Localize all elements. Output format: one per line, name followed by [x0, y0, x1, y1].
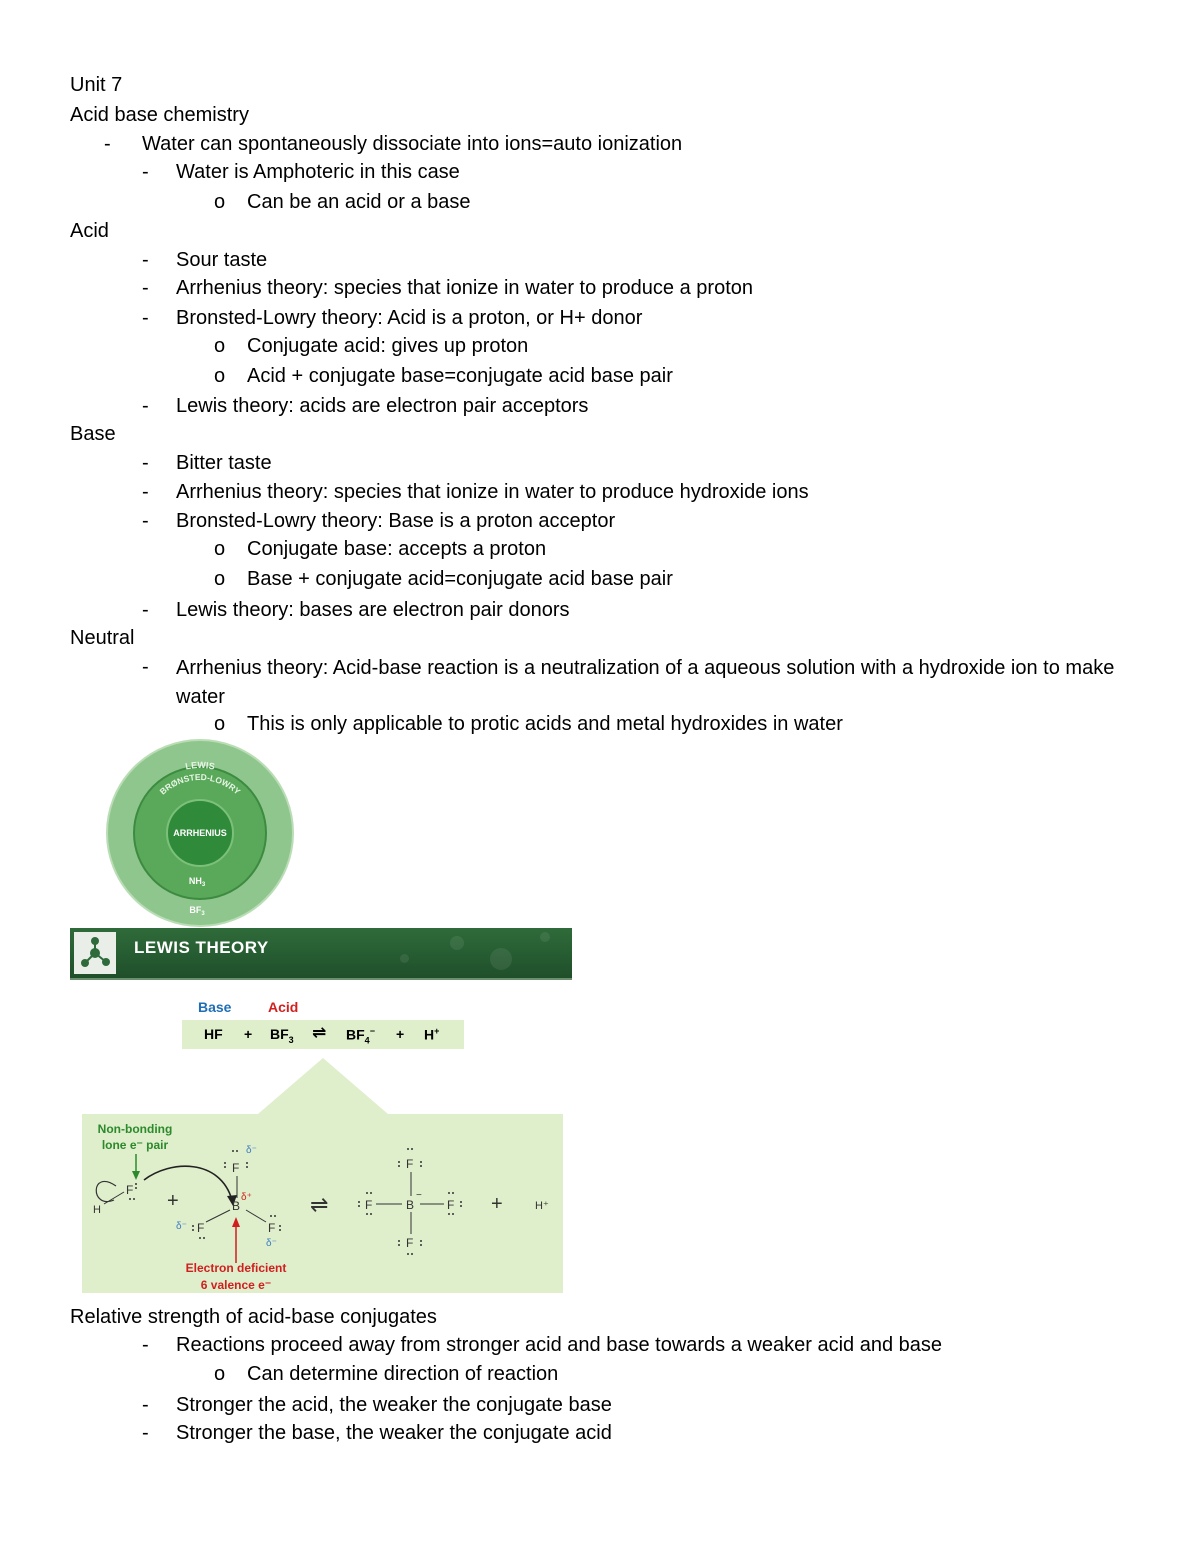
dash-marker: -	[142, 481, 149, 503]
equilibrium-arrow: ⇌	[310, 1192, 329, 1217]
lewis-theory-banner	[70, 928, 572, 980]
section-heading-acid: Acid	[70, 220, 109, 242]
bullet-text: Arrhenius theory: Acid-base reaction is a neutralization of a aqueous solution with a hydroxide ion to make water	[176, 657, 1115, 708]
dash-marker: -	[142, 1422, 149, 1444]
bullet-text: Bitter taste	[176, 452, 272, 474]
bullet-text: Conjugate base: accepts a proton	[247, 538, 547, 560]
dash-marker: -	[142, 277, 149, 299]
section-heading-acid-base-chemistry: Acid base chemistry	[70, 104, 249, 126]
bf4-formula: $BF_4^-$	[346, 1026, 375, 1046]
h-plus-ion: H⁺	[535, 1200, 549, 1212]
dash-marker: -	[142, 249, 149, 271]
diagram-background	[82, 1058, 563, 1293]
equilibrium-arrow: ⇌	[312, 1023, 327, 1042]
section-heading-neutral: Neutral	[70, 627, 135, 649]
bullet-text: Acid + conjugate base=conjugate acid base pair	[247, 365, 673, 387]
bullet-text: Can be an acid or a base	[247, 191, 471, 213]
nh3-label: $NH_3$	[188, 876, 206, 888]
bullet-text: Reactions proceed away from stronger acid and base towards a weaker acid and base	[176, 1334, 942, 1356]
delta-minus: δ⁻	[266, 1238, 277, 1249]
h-atom: H	[93, 1204, 101, 1216]
plus-sign: +	[244, 1026, 253, 1042]
electron-deficient-label: Electron deficient	[185, 1261, 287, 1275]
delta-minus: δ⁻	[246, 1145, 257, 1156]
section-heading-base: Base	[70, 423, 116, 445]
acid-label: Acid	[268, 999, 299, 1015]
bullet-text: Water is Amphoteric in this case	[176, 161, 460, 183]
bullet-text: Bronsted-Lowry theory: Base is a proton acceptor	[176, 510, 616, 532]
dash-marker: -	[104, 133, 111, 155]
circle-marker: o	[214, 191, 226, 213]
bullet-text: Bronsted-Lowry theory: Acid is a proton, or H+ donor	[176, 307, 643, 329]
dash-marker: -	[142, 1394, 149, 1416]
bronsted-lowry-label: BRØNSTED-LOWRY	[157, 771, 243, 797]
plus-sign: +	[167, 1190, 179, 1212]
dash-marker: -	[142, 307, 149, 329]
lewis-reaction-diagram	[70, 1050, 565, 1295]
bf3-formula: $BF_3$	[270, 1026, 294, 1045]
bullet-text: Stronger the base, the weaker the conjugate acid	[176, 1422, 612, 1444]
dash-marker: -	[142, 599, 149, 621]
bullet-text: Base + conjugate acid=conjugate acid base pair	[247, 568, 673, 590]
dash-marker: -	[142, 510, 149, 532]
bullet-text: Conjugate acid: gives up proton	[247, 335, 529, 357]
bullet-text: Lewis theory: bases are electron pair donors	[176, 599, 570, 621]
dash-marker: -	[142, 656, 149, 678]
f-atom: F	[406, 1157, 414, 1171]
h-plus-formula: H+	[424, 1026, 440, 1043]
f-atom: F	[232, 1161, 240, 1175]
circle-marker: o	[214, 335, 226, 357]
nonbonding-label: Non-bonding	[97, 1122, 173, 1136]
delta-plus: δ⁺	[241, 1192, 252, 1203]
bullet-text: Water can spontaneously dissociate into ions=auto ionization	[142, 133, 683, 155]
hf-formula: HF	[204, 1026, 223, 1042]
circle-marker: o	[214, 713, 226, 735]
b-charge: −	[416, 1190, 422, 1201]
f-atom: F	[365, 1198, 373, 1212]
dash-marker: -	[142, 161, 149, 183]
bullet-text: Sour taste	[176, 249, 268, 271]
bf3-label: $BF_3$	[189, 905, 205, 917]
bullet-text: Can determine direction of reaction	[247, 1363, 559, 1385]
circle-marker: o	[214, 1363, 226, 1385]
base-label: Base	[198, 999, 232, 1015]
f-atom: F	[447, 1198, 455, 1212]
valence-label: 6 valence e⁻	[200, 1278, 272, 1292]
unit-title: Unit 7	[70, 74, 123, 96]
f-atom: F	[268, 1221, 276, 1235]
lone-pair-label: lone e⁻ pair	[101, 1138, 169, 1152]
dash-marker: -	[142, 395, 149, 417]
acid-base-theories-circles	[105, 738, 295, 928]
dash-marker: -	[142, 1334, 149, 1356]
dash-marker: -	[142, 452, 149, 474]
reaction-equation	[182, 1020, 464, 1049]
bullet-text: Arrhenius theory: species that ionize in water to produce hydroxide ions	[176, 481, 809, 503]
delta-minus: δ⁻	[176, 1221, 187, 1232]
bullet-text: Stronger the acid, the weaker the conjugate base	[176, 1394, 612, 1416]
arrhenius-label: ARRHENIUS	[173, 828, 227, 838]
plus-sign: +	[396, 1026, 405, 1042]
lewis-label: LEWIS	[184, 759, 216, 772]
circle-marker: o	[214, 568, 226, 590]
b-atom: B	[232, 1199, 241, 1213]
circle-marker: o	[214, 538, 226, 560]
f-atom: F	[126, 1183, 134, 1197]
bullet-text: This is only applicable to protic acids and metal hydroxides in water	[247, 713, 843, 735]
bullet-text: Arrhenius theory: species that ionize in water to produce a proton	[176, 277, 753, 299]
plus-sign: +	[491, 1193, 503, 1215]
b-atom: B	[406, 1198, 415, 1212]
section-heading-relative-strength: Relative strength of acid-base conjugates	[70, 1306, 437, 1328]
f-atom: F	[197, 1221, 205, 1235]
lewis-theory-title: LEWIS THEORY	[134, 938, 269, 957]
bullet-text: Lewis theory: acids are electron pair acceptors	[176, 395, 589, 417]
f-atom: F	[406, 1236, 414, 1250]
circle-marker: o	[214, 365, 226, 387]
molecule-icon	[74, 932, 116, 974]
